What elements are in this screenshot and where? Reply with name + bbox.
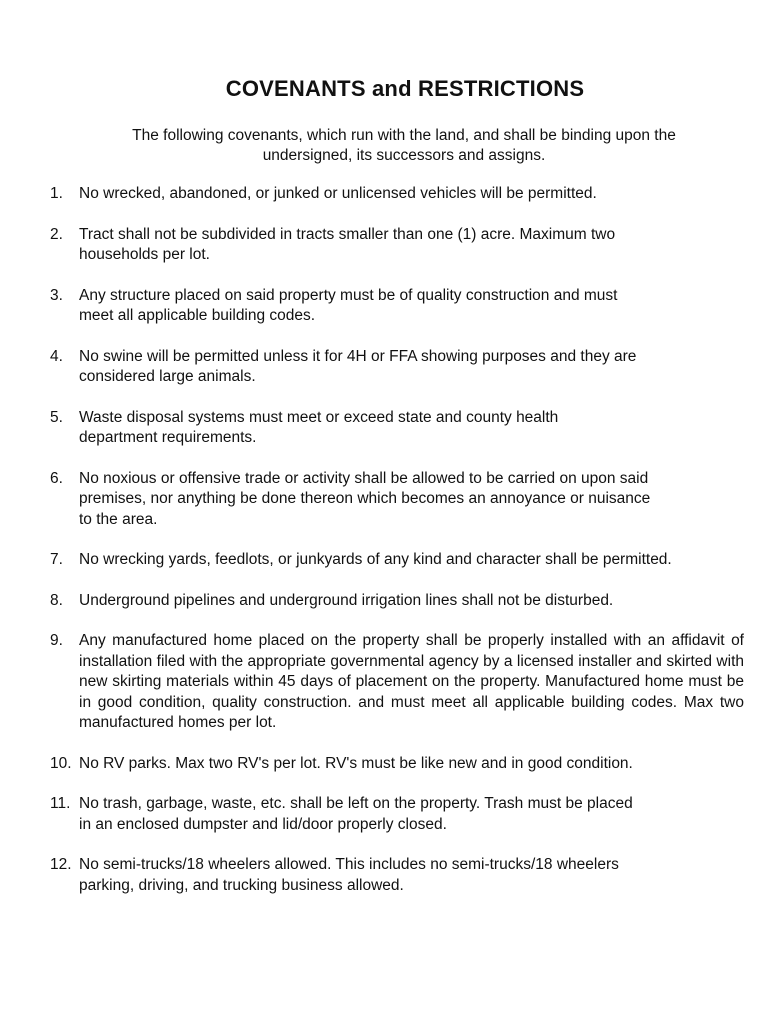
covenant-text-line: premises, nor anything be done thereon which becomes an annoyance or nuisance [79, 490, 651, 507]
covenant-text [79, 754, 744, 775]
covenant-text-line: Underground pipelines and underground irrigation lines shall not be disturbed. [79, 591, 614, 609]
covenant-text-line: parking, driving, and trucking business allowed. [79, 876, 404, 894]
covenant-text [79, 225, 744, 266]
covenant-text [79, 855, 744, 896]
covenant-text-line: considered large animals. [79, 368, 256, 385]
covenant-text-line: No RV parks. Max two RV's per lot. RV's must be like new and in good condition. [79, 754, 633, 772]
covenant-number: 5. [50, 408, 63, 426]
covenant-item [50, 855, 744, 896]
covenant-number: 11. [50, 795, 71, 812]
covenant-text-line: meet all applicable building codes. [79, 307, 316, 324]
covenant-text [79, 347, 744, 388]
covenant-text-line: Waste disposal systems must meet or exceed state and county health [79, 408, 559, 426]
covenant-number: 1. [50, 185, 63, 202]
covenant-text-line: Tract shall not be subdivided in tracts smaller than one (1) acre. Maximum two [79, 225, 616, 243]
covenant-number: 12. [50, 856, 72, 873]
covenant-text [79, 591, 744, 612]
covenant-text [79, 469, 744, 531]
covenant-text-line: No noxious or offensive trade or activity shall be allowed to be carried on upon said [79, 469, 649, 487]
covenant-text-line: in an enclosed dumpster and lid/door properly closed. [79, 815, 447, 833]
covenant-text-line: No wrecked, abandoned, or junked or unlicensed vehicles will be permitted. [79, 185, 597, 202]
covenant-text-line: No semi-trucks/18 wheelers allowed. This includes no semi-trucks/18 wheelers [79, 856, 619, 873]
covenant-number: 9. [50, 632, 63, 649]
covenant-text [79, 408, 744, 449]
covenant-item [50, 754, 744, 775]
covenant-item [50, 591, 744, 612]
intro-paragraph: The following covenants, which run with the land, and shall be binding upon the undersigned, its successors and assigns. [132, 127, 676, 164]
covenant-item [50, 184, 744, 205]
covenant-number: 8. [50, 591, 63, 609]
covenant-text-line: No trash, garbage, waste, etc. shall be left on the property. Trash must be placed [79, 795, 633, 812]
covenant-list [50, 184, 744, 896]
covenant-text: Any manufactured home placed on the property shall be properly installed with an affidavit of installation filed with the appropriate governmental agency by a licensed installer and skirted with new skirting materials within 45 days of placement on the property. Manufactured home must be in good condition, quality construction. and must meet all applicable building codes. Max two manufactured homes per lot. [79, 632, 744, 731]
covenant-text [79, 286, 744, 327]
covenant-item [50, 408, 744, 449]
covenant-number: 4. [50, 347, 63, 365]
covenant-item [50, 286, 744, 327]
covenant-text-line: No swine will be permitted unless it for 4H or FFA showing purposes and they are [79, 347, 637, 365]
covenant-item [50, 550, 744, 571]
covenant-number: 7. [50, 551, 63, 568]
covenant-number: 2. [50, 225, 63, 243]
document-title: COVENANTS and RESTRICTIONS [225, 76, 585, 101]
covenant-item [50, 469, 744, 531]
covenant-item [50, 225, 744, 266]
covenant-text [79, 550, 744, 571]
covenant-text [79, 184, 744, 205]
covenant-text [79, 794, 744, 835]
covenant-text-line: households per lot. [79, 246, 210, 263]
covenant-text-line: Any structure placed on said property must be of quality construction and must [79, 286, 618, 304]
covenant-item [50, 631, 744, 734]
covenant-item [50, 347, 744, 388]
covenant-number: 6. [50, 469, 63, 487]
covenant-number: 3. [50, 286, 63, 304]
covenant-number: 10. [50, 754, 72, 772]
covenant-text-line: No wrecking yards, feedlots, or junkyards of any kind and character shall be permitted. [79, 551, 672, 568]
covenant-text-line: to the area. [79, 510, 158, 528]
covenant-item [50, 794, 744, 835]
covenant-text-line: department requirements. [79, 429, 257, 446]
